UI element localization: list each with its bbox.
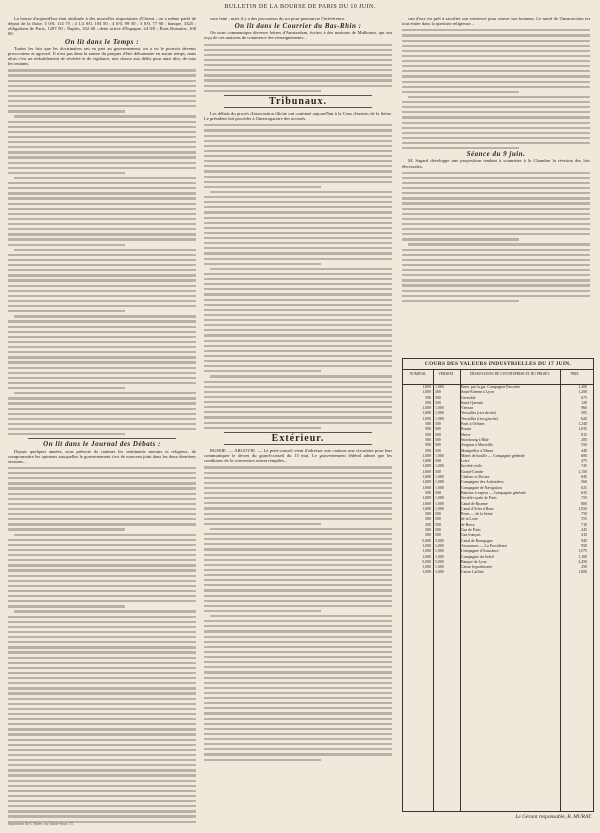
table-cell: 245 bbox=[581, 528, 587, 533]
table-cell: 500 bbox=[435, 395, 441, 400]
table-cell: 1,000 bbox=[422, 475, 431, 480]
table-cell: 960 bbox=[581, 406, 587, 411]
table-cell: 250 bbox=[581, 565, 587, 570]
table-cell: 1,000 bbox=[422, 411, 431, 416]
table-cell: 815 bbox=[581, 432, 587, 437]
table-cell: 1,000 bbox=[422, 554, 431, 559]
table-header bbox=[403, 369, 593, 385]
table-cell: Compagnie du Soleil bbox=[461, 554, 494, 559]
table-cell: Versailles (rive droite) bbox=[461, 411, 496, 416]
table-cell: 500 bbox=[425, 437, 431, 442]
table-cell: 5,000 bbox=[422, 559, 431, 564]
table-cell: Havre bbox=[461, 432, 471, 437]
table-cell: 500 bbox=[425, 422, 431, 427]
article-paragraph: M. Sagard développe une proposition tendant à soumettre à la Chambre la révision des lois électorales. bbox=[402, 158, 590, 169]
table-cell: 1,000 bbox=[435, 506, 444, 511]
body-text-lines bbox=[8, 467, 196, 824]
table-cell: Chalons et Decize bbox=[461, 475, 490, 480]
divider bbox=[28, 438, 176, 439]
body-text-lines bbox=[8, 69, 196, 435]
table-cell: 500 bbox=[435, 528, 441, 533]
table-cell: Gaz français bbox=[461, 533, 481, 538]
table-cell: Paris à Orléans bbox=[461, 422, 485, 427]
table-cell: 500 bbox=[435, 533, 441, 538]
table-cell: 500 bbox=[425, 432, 431, 437]
column-header: PRIX. bbox=[570, 372, 580, 376]
table-body bbox=[403, 385, 593, 576]
table-cell: 1,000 bbox=[422, 453, 431, 458]
article-paragraph: cun d'eux est prêt à sacrifier son existence pour sauver son honneur. Le motif de l'insurrection est tout entier dans la question religieuse... bbox=[402, 16, 590, 27]
table-cell: 1,000 bbox=[435, 453, 444, 458]
column-1 bbox=[8, 16, 196, 824]
section-heading-courrier: On lit dans le Courrier du Bas-Rhin : bbox=[234, 22, 362, 31]
table-cell: 1,000 bbox=[435, 416, 444, 421]
table-cell: 5,000 bbox=[435, 559, 444, 564]
table-cell: Caisse Laffitte bbox=[461, 570, 484, 575]
section-heading-exterieur: Extérieur. bbox=[271, 432, 325, 444]
table-cell: Compagnie de Navigation bbox=[461, 485, 502, 490]
section-heading-tribunaux: Tribunaux. bbox=[269, 95, 327, 107]
table-cell: 1,000 bbox=[578, 570, 587, 575]
table-cell: 1,000 bbox=[422, 464, 431, 469]
body-text-lines bbox=[204, 466, 392, 760]
article-paragraph: cure faite ; mais il y a des procureurs du roi pour poursuivre l'irrévérence. bbox=[210, 16, 346, 21]
table-cell: 500 bbox=[435, 522, 441, 527]
table-cell: 1,100 bbox=[578, 554, 587, 559]
table-cell: Société royale de Paris bbox=[461, 496, 497, 501]
table-cell: 500 bbox=[425, 512, 431, 517]
table-cell: 845 bbox=[581, 475, 587, 480]
table-cell: 500 bbox=[435, 437, 441, 442]
table-cell: 500 bbox=[425, 490, 431, 495]
table-cell: 1,000 bbox=[422, 480, 431, 485]
table-cell: Strasbourg à Bâle bbox=[461, 437, 489, 442]
table-cell: Assurances — La Providence bbox=[461, 543, 508, 548]
table-title: COURS DES VALEURS INDUSTRIELLES DU 17 JUIN. bbox=[424, 361, 572, 367]
table-cell: Compagnie d'Assurance bbox=[461, 549, 499, 554]
table-cell: 1,150 bbox=[578, 469, 587, 474]
page-header: BULLETIN DE LA BOURSE DE PARIS DU 10 JUIN. bbox=[224, 4, 376, 10]
column-2 bbox=[204, 16, 392, 824]
table-cell: de la Loire bbox=[461, 517, 478, 522]
market-intro: La baisse d'aujourd'hui était attribuée à des nouvelles importantes d'Orient ; on a même parlé de départ de la flotte. 5 0/0, 114 75 ; 4 1/2 0/0, 104 50 ; 4 0/0, 99 50 ; 3 0/0, 77 90 ; banque, 3325 ; obligations de Paris, 1297 50 ; Naples, 102 60 ; dette active d'Espagne, 24 0/0 ; États Romains, 100 00. bbox=[8, 16, 196, 37]
table-cell: Bateaux à vapeur — Compagnie générale bbox=[461, 490, 526, 495]
table-cell: 1,000 bbox=[422, 506, 431, 511]
table-cell: 800 bbox=[581, 501, 587, 506]
table-cell: 500 bbox=[425, 517, 431, 522]
table-cell: 1,000 bbox=[422, 570, 431, 575]
table-cell: de Bercy bbox=[461, 522, 475, 527]
table-cell: Banque de Lyon bbox=[461, 559, 487, 564]
table-cell: 500 bbox=[435, 432, 441, 437]
table-cell: 1,000 bbox=[422, 459, 431, 464]
divider bbox=[224, 107, 372, 108]
table-cell: 500 bbox=[435, 512, 441, 517]
table-row bbox=[403, 570, 593, 575]
table-cell: 555 bbox=[581, 517, 587, 522]
table-cell: 500 bbox=[425, 528, 431, 533]
table-cell: Société civile bbox=[461, 464, 483, 469]
table-cell: 300 bbox=[435, 390, 441, 395]
table-cell: Avignon à Marseille bbox=[461, 443, 493, 448]
table-cell: 500 bbox=[425, 395, 431, 400]
table-cell: Montpellier à Nîmes bbox=[461, 448, 494, 453]
table-cell: 675 bbox=[581, 395, 587, 400]
industrial-values-table bbox=[402, 358, 594, 812]
table-cell: 1,000 bbox=[435, 565, 444, 570]
table-cell: 1,000 bbox=[435, 385, 444, 389]
table-cell: 500 bbox=[425, 400, 431, 405]
table-cell: 560 bbox=[581, 480, 587, 485]
table-cell: 1,000 bbox=[422, 496, 431, 501]
table-cell: 1,000 bbox=[435, 411, 444, 416]
table-cell: Canal de Roanne bbox=[461, 501, 488, 506]
table-cell: 1,075 bbox=[578, 549, 587, 554]
table-cell: 500 bbox=[425, 533, 431, 538]
table-cell: 1,035 bbox=[578, 427, 587, 432]
table-cell: 500 bbox=[435, 459, 441, 464]
table-cell: Canal d'Arles à Bouc bbox=[461, 506, 495, 511]
table-cell: Grand-Combe bbox=[461, 469, 484, 474]
table-cell: 500 bbox=[435, 427, 441, 432]
imprint: Imprimerie de E. Brière, rue Sainte-Anne, 55. bbox=[8, 822, 74, 826]
table-cell: Ponts — de la Seine bbox=[461, 512, 493, 517]
table-cell: 350 bbox=[435, 448, 441, 453]
table-cell: 1,050 bbox=[578, 506, 587, 511]
table-cell: Emis. par la gar. Compagnie Parroche bbox=[461, 385, 521, 389]
table-cell: 1,000 bbox=[435, 480, 444, 485]
table-cell: Rouen bbox=[461, 427, 472, 432]
table-cell: 500 bbox=[425, 522, 431, 527]
table-cell: 500 bbox=[435, 443, 441, 448]
table-cell: 750 bbox=[581, 512, 587, 517]
table-cell: 440 bbox=[581, 448, 587, 453]
table-cell: 2,450 bbox=[578, 559, 587, 564]
column-header: VERSEM. bbox=[438, 372, 454, 376]
table-cell: 745 bbox=[581, 464, 587, 469]
section-heading-seance: Séance du 9 juin. bbox=[466, 150, 526, 159]
table-cell: 5,000 bbox=[435, 538, 444, 543]
body-text-lines bbox=[204, 124, 392, 429]
table-cell: Versailles (rive gauche) bbox=[461, 416, 498, 421]
table-cell: 1,000 bbox=[422, 385, 431, 389]
table-cell: 1,000 bbox=[435, 543, 444, 548]
table-cell: 1,000 bbox=[435, 475, 444, 480]
article-paragraph: Depuis quelques années, sous prétexte de ranimer les sentiments moraux et religieux, de compromettre les opinions auxquelles le gouvernement s'est de nouveau joint dans les deux dernières sessions... bbox=[8, 448, 196, 464]
table-cell: 5,000 bbox=[422, 538, 431, 543]
table-cell: 500 bbox=[435, 517, 441, 522]
table-cell: 500 bbox=[435, 400, 441, 405]
table-cell: 410 bbox=[581, 533, 587, 538]
table-cell: 1,200 bbox=[578, 390, 587, 395]
table-cell: 1,000 bbox=[422, 485, 431, 490]
table-cell: Gaz de Paris bbox=[461, 528, 481, 533]
table-cell: 625 bbox=[581, 485, 587, 490]
table-cell: Saint-Quentin bbox=[461, 400, 483, 405]
table-cell: Compagnie des Ardoisières bbox=[461, 480, 504, 485]
table-cell: Caisse hypothécaire bbox=[461, 565, 493, 570]
table-cell: Canal de Bourgogne bbox=[461, 538, 493, 543]
divider bbox=[224, 444, 372, 445]
table-cell: 1,000 bbox=[435, 496, 444, 501]
column-3 bbox=[402, 16, 590, 356]
section-heading-temps: On lit dans le Temps : bbox=[65, 37, 139, 46]
table-cell: 500 bbox=[425, 448, 431, 453]
table-cell: 500 bbox=[435, 490, 441, 495]
body-text-lines bbox=[402, 29, 590, 149]
table-cell: 1,000 bbox=[435, 464, 444, 469]
article-paragraph: Toutes les fois que les doctrinaires ont eu part au gouvernement, on a vu le pouvoir devenir provocateur et agressif. Il n'est pas dans la nature du parquet d'être débonnaire en aucun temps, mais alors c'est un redoublement de sévérité et de vigilance, une chasse aux délits pour ainsi dire, de tous les instants. bbox=[8, 45, 196, 67]
table-cell: 500 bbox=[425, 443, 431, 448]
table-cell: 1,000 bbox=[435, 501, 444, 506]
table-cell: 600 bbox=[581, 453, 587, 458]
table-cell: 1,240 bbox=[578, 422, 587, 427]
table-cell: 710 bbox=[581, 522, 587, 527]
table-cell: 550 bbox=[581, 443, 587, 448]
table-cell: 500 bbox=[435, 422, 441, 427]
table-cell: 500 bbox=[425, 427, 431, 432]
table-cell: 1,000 bbox=[422, 549, 431, 554]
body-text-lines bbox=[204, 44, 392, 92]
table-cell: 1,000 bbox=[435, 549, 444, 554]
table-cell: 475 bbox=[581, 459, 587, 464]
table-cell: Vierzon bbox=[461, 406, 474, 411]
article-paragraph: RUSSIE. — ARGOVIE. — Le petit-conseil vient d'adresser aux cantons une circulaire pour leur communiquer le décret du grand-conseil du 13 mai. Le gouvernement fédéral admet que les conditions de la convention seront remplies... bbox=[204, 448, 392, 464]
column-header: NOMINAL bbox=[409, 372, 427, 376]
table-cell: 755 bbox=[581, 496, 587, 501]
table-cell: 1,200 bbox=[578, 385, 587, 389]
table-cell: 620 bbox=[581, 416, 587, 421]
table-cell: 1,000 bbox=[435, 570, 444, 575]
table-cell: Mines de houille — Compagnie générale bbox=[461, 453, 526, 458]
table-cell: 120 bbox=[581, 400, 587, 405]
table-cell: 505 bbox=[581, 411, 587, 416]
table-cell: 950 bbox=[581, 543, 587, 548]
table-cell: 635 bbox=[581, 490, 587, 495]
table-cell: 1,000 bbox=[422, 469, 431, 474]
article-paragraph: On nous communique diverses lettres d'Amsterdam, écrites à des maisons de Mulhouse, qui ont reçu de ces maisons de commerce des renseignements... bbox=[204, 30, 392, 41]
table-cell: 1,000 bbox=[422, 416, 431, 421]
table-cell: 1,000 bbox=[422, 543, 431, 548]
signature: Le Gérant responsable, B. MURAT. bbox=[515, 814, 592, 820]
table-cell: Saint-Etienne à Lyon bbox=[461, 390, 494, 395]
table-cell: 1,000 bbox=[422, 501, 431, 506]
table-cell: 1,000 bbox=[435, 554, 444, 559]
table-cell: Grenoble bbox=[461, 395, 476, 400]
table-cell: 1,000 bbox=[422, 390, 431, 395]
section-heading-debats: On lit dans le Journal des Débats : bbox=[43, 440, 161, 449]
column-header: DÉSIGNATION DE L'ENTREPRISE ET DU PROJET. bbox=[469, 372, 551, 376]
table-cell: 1,000 bbox=[422, 565, 431, 570]
table-cell: 1,000 bbox=[435, 485, 444, 490]
table-cell: 1,000 bbox=[435, 406, 444, 411]
table-cell: 945 bbox=[581, 538, 587, 543]
table-cell: 500 bbox=[435, 469, 441, 474]
body-text-lines bbox=[402, 172, 590, 302]
table-cell: 1,000 bbox=[422, 406, 431, 411]
table-cell: Loire bbox=[461, 459, 470, 464]
table-cell: 285 bbox=[581, 437, 587, 442]
article-paragraph: Les débats du procès d'association illicite ont continué aujourd'hui à la Cour d'assises de la Seine. Le président fait procéder à l'interrogatoire des accusés. bbox=[204, 111, 392, 122]
